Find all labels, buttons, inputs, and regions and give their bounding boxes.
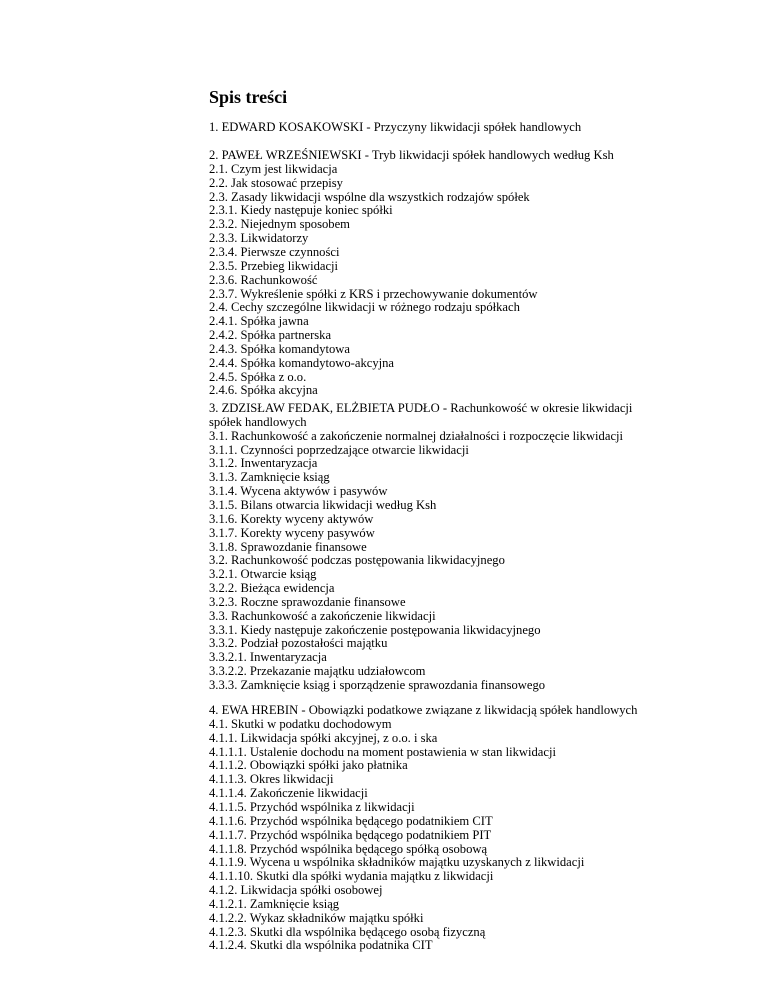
toc-entry: 3.3.2. Podział pozostałości majątku	[209, 636, 388, 651]
toc-entry: 2.4.3. Spółka komandytowa	[209, 341, 350, 356]
toc-entry: 2.3.1. Kiedy następuje koniec spółki	[209, 203, 393, 218]
toc-chapter-heading: 1. EDWARD KOSAKOWSKI - Przyczyny likwidacji spółek handlowych	[209, 120, 582, 134]
toc-entry: 4.1.1.3. Okres likwidacji	[209, 772, 334, 787]
toc-entry: 3.1.8. Sprawozdanie finansowe	[209, 539, 367, 554]
toc-entry: 4.1.1.2. Obowiązki spółki jako płatnika	[209, 758, 408, 773]
toc-entry: 4.1.1.10. Skutki dla spółki wydania majątku z likwidacji	[209, 869, 494, 884]
toc-entry: 3.1. Rachunkowość a zakończenie normalnej działalności i rozpoczęcie likwidacji	[209, 428, 624, 443]
toc-entry: 2.4.1. Spółka jawna	[209, 314, 309, 329]
toc-chapter-heading: 3. ZDZISŁAW FEDAK, ELŻBIETA PUDŁO - Rachunkowość w okresie likwidacji	[209, 401, 633, 415]
toc-entry: 4.1.1.4. Zakończenie likwidacji	[209, 786, 368, 801]
toc-entry: 2.1. Czym jest likwidacja	[209, 161, 338, 176]
toc-entry: 3.3.1. Kiedy następuje zakończenie postępowania likwidacyjnego	[209, 622, 541, 637]
toc-chapter-heading: 2. PAWEŁ WRZEŚNIEWSKI - Tryb likwidacji spółek handlowych według Ksh	[209, 148, 614, 162]
toc-chapter-heading: 4. EWA HREBIN - Obowiązki podatkowe związane z likwidacją spółek handlowych	[209, 703, 638, 717]
toc-entry: 3.1.6. Korekty wyceny aktywów	[209, 511, 374, 526]
page-title: Spis treści	[209, 87, 288, 107]
toc-entry: 3.2. Rachunkowość podczas postępowania likwidacyjnego	[209, 553, 505, 568]
toc-entry: 2.4.4. Spółka komandytowo-akcyjna	[209, 355, 395, 370]
toc-entry: 3.3.2.2. Przekazanie majątku udziałowcom	[209, 664, 426, 679]
toc-entry: 2.3. Zasady likwidacji wspólne dla wszystkich rodzajów spółek	[209, 189, 530, 204]
toc-entry: 4.1.2.3. Skutki dla wspólnika będącego osobą fizyczną	[209, 924, 486, 939]
toc-entry: 4.1. Skutki w podatku dochodowym	[209, 716, 392, 731]
toc-entry: 4.1.1.8. Przychód wspólnika będącego spółką osobową	[209, 841, 488, 856]
toc-entry: 3.2.2. Bieżąca ewidencja	[209, 581, 335, 596]
toc-entry: 2.4.6. Spółka akcyjna	[209, 383, 318, 398]
toc-entry: 2.3.2. Niejednym sposobem	[209, 217, 350, 232]
toc-entry: 3.1.5. Bilans otwarcia likwidacji według Ksh	[209, 497, 437, 512]
toc-entry: 4.1.2.1. Zamknięcie ksiąg	[209, 896, 340, 911]
toc-entry: 3.3.2.1. Inwentaryzacja	[209, 650, 327, 665]
toc-entry: 3.1.2. Inwentaryzacja	[209, 456, 318, 471]
toc-entry: 2.3.7. Wykreślenie spółki z KRS i przechowywanie dokumentów	[209, 286, 538, 301]
toc-entry: 4.1.1.5. Przychód wspólnika z likwidacji	[209, 799, 415, 814]
toc-entry: 3.3. Rachunkowość a zakończenie likwidacji	[209, 608, 436, 623]
toc-entry: 3.1.3. Zamknięcie ksiąg	[209, 470, 330, 485]
toc-entry: 2.4. Cechy szczególne likwidacji w różnego rodzaju spółkach	[209, 300, 520, 315]
toc-entry: 2.3.4. Pierwsze czynności	[209, 244, 340, 259]
toc-entry: 3.2.1. Otwarcie ksiąg	[209, 567, 317, 582]
toc-entry: 4.1.1. Likwidacja spółki akcyjnej, z o.o. i ska	[209, 730, 438, 745]
toc-entry: 3.1.1. Czynności poprzedzające otwarcie likwidacji	[209, 442, 469, 457]
toc-entry: 4.1.2.2. Wykaz składników majątku spółki	[209, 910, 424, 925]
toc-entry: 4.1.1.9. Wycena u wspólnika składników majątku uzyskanych z likwidacji	[209, 855, 585, 870]
toc-entry: 4.1.2. Likwidacja spółki osobowej	[209, 883, 383, 898]
toc-entry: spółek handlowych	[209, 414, 307, 429]
toc-entry: 2.4.5. Spółka z o.o.	[209, 369, 307, 384]
toc-entry: 4.1.1.7. Przychód wspólnika będącego podatnikiem PIT	[209, 827, 492, 842]
toc-entry: 3.3.3. Zamknięcie ksiąg i sporządzenie sprawozdania finansowego	[209, 678, 546, 692]
toc-entry: 2.3.6. Rachunkowość	[209, 272, 318, 287]
toc-entry: 3.2.3. Roczne sprawozdanie finansowe	[209, 594, 406, 609]
toc-entry: 2.3.5. Przebieg likwidacji	[209, 258, 339, 273]
toc-entry: 4.1.1.6. Przychód wspólnika będącego podatnikiem CIT	[209, 813, 493, 828]
toc-entry: 2.4.2. Spółka partnerska	[209, 328, 332, 343]
toc-entry: 3.1.4. Wycena aktywów i pasywów	[209, 484, 388, 499]
toc-entry: 2.2. Jak stosować przepisy	[209, 175, 343, 190]
toc-entry: 4.1.1.1. Ustalenie dochodu na moment postawienia w stan likwidacji	[209, 744, 556, 759]
toc-entry: 2.3.3. Likwidatorzy	[209, 231, 309, 246]
toc-entry: 3.1.7. Korekty wyceny pasywów	[209, 525, 375, 540]
toc-entry: 4.1.2.4. Skutki dla wspólnika podatnika CIT	[209, 938, 433, 953]
